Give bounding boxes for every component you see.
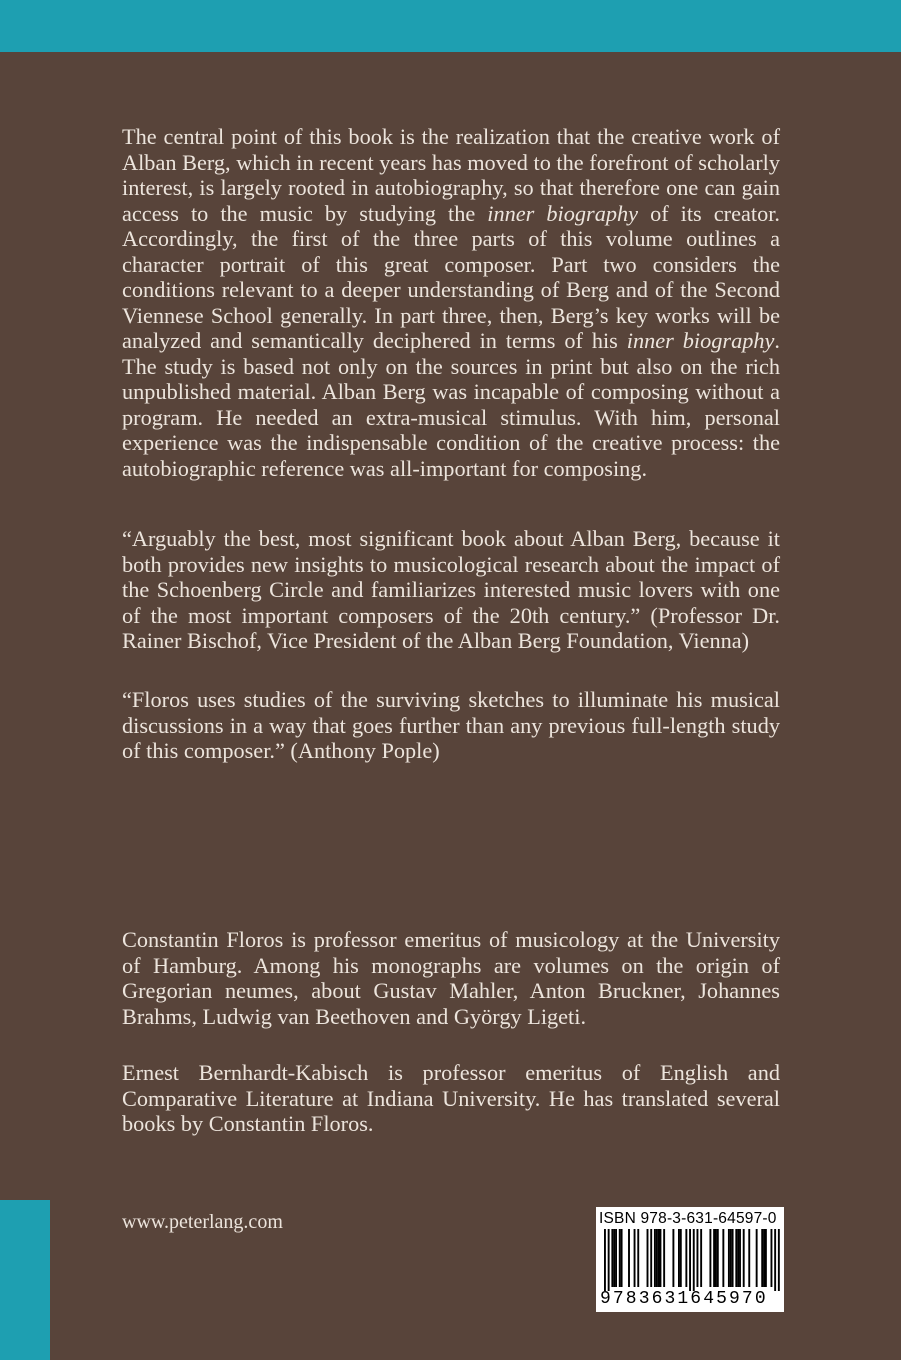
barcode-bar xyxy=(615,1229,617,1287)
barcode-bar xyxy=(748,1229,750,1287)
barcode-bar xyxy=(658,1229,660,1287)
review-quote-bischof: “Arguably the best, most significant book about Alban Berg, because it both provides new insights to musicological research about the impact of the Schoenberg Circle and familiarizes interested music lovers with one of the most important composers of the 20th century.” (Professor Dr. Rainer Bischof, Vice President of the Alban Berg Foundation, Vienna) xyxy=(122,526,780,653)
barcode-bar xyxy=(660,1229,662,1287)
translator-bio-bernhardt-kabisch: Ernest Bernhardt-Kabisch is professor emeritus of English and Comparative Literature at Indiana University. He has translated several books by Constantin Floros. xyxy=(122,1060,780,1136)
barcode-bar xyxy=(743,1229,745,1287)
description-italic-2: inner biography xyxy=(626,328,775,353)
barcode-bar xyxy=(611,1229,613,1287)
barcode-bar xyxy=(756,1229,758,1287)
barcode-bar xyxy=(647,1229,649,1287)
top-color-band xyxy=(0,0,901,52)
barcode-bar xyxy=(730,1229,732,1287)
barcode-bar xyxy=(628,1229,630,1287)
barcode-bar xyxy=(680,1229,682,1287)
barcode-bar xyxy=(722,1229,724,1287)
book-description xyxy=(122,124,780,481)
isbn-barcode xyxy=(596,1207,784,1312)
description-italic-1: inner biography xyxy=(487,200,639,226)
barcode-bar xyxy=(739,1229,741,1287)
barcode-bar xyxy=(715,1229,717,1287)
barcode-bar xyxy=(728,1229,730,1287)
barcode-bar xyxy=(619,1229,621,1287)
barcode-bar xyxy=(713,1229,715,1287)
barcode-bar xyxy=(700,1229,702,1287)
description-text-2: of its creator. Accordingly, the first of the three parts of this volume outlines a character portrait of this great composer. Part two considers the conditions relevant to a deeper understanding of Berg and of the Second Viennese School generally. In part three, then, Berg’s key works will be analyzed and semantically deciphered in terms of his xyxy=(122,200,780,353)
barcode-bar xyxy=(778,1229,780,1291)
barcode-bar xyxy=(774,1229,776,1291)
barcode-bar xyxy=(608,1229,610,1291)
barcode-bar xyxy=(709,1229,711,1287)
barcode-bar xyxy=(604,1229,606,1291)
description-text-3: . The study is based not only on the sources in print but also on the rich unpublished material. Alban Berg was incapable of composing without a program. He needed an extra-musical stimulus. With him, personal experience was the indispensable condition of the creative process: the autobiographic reference was all-important for composing. xyxy=(122,328,780,481)
barcode-bar xyxy=(735,1229,737,1287)
barcode-digits: 9783631645970 xyxy=(600,1289,768,1309)
barcode-bar xyxy=(621,1229,623,1287)
barcode-bar xyxy=(650,1229,652,1287)
barcode-bar xyxy=(637,1229,639,1287)
barcode-bar xyxy=(761,1229,763,1287)
barcode-bar xyxy=(717,1229,719,1287)
publisher-url[interactable]: www.peterlang.com xyxy=(122,1211,283,1233)
barcode-bar xyxy=(737,1229,739,1287)
barcode-bars xyxy=(596,1229,784,1291)
barcode-bar xyxy=(634,1229,636,1287)
barcode-bar xyxy=(771,1229,773,1287)
author-bio-floros: Constantin Floros is professor emeritus of musicology at the University of Hamburg. Among his monographs are volumes on the origin of Gregorian neumes, about Gustav Mahler, Anton Bruckner, Johannes Brahms, Ludwig van Beethoven and György Ligeti. xyxy=(122,927,780,1029)
side-color-band xyxy=(0,1200,50,1360)
description-text-1: The central point of this book is the realization that the creative work of Alban Berg, which in recent years has moved to the forefront of scholarly interest, is largely rooted in autobiography, so that therefore one can gain access to the music by studying the xyxy=(122,124,780,226)
barcode-bar xyxy=(763,1229,765,1287)
barcode-bar xyxy=(732,1229,734,1287)
barcode-bar xyxy=(678,1229,680,1287)
barcode-bar xyxy=(685,1229,687,1287)
review-quote-pople: “Floros uses studies of the surviving sketches to illuminate his musical discussions in a way that goes further than any previous full-length study of this composer.” (Anthony Pople) xyxy=(122,687,780,763)
barcode-bar xyxy=(693,1229,695,1291)
barcode-bar xyxy=(697,1229,699,1287)
barcode-bar xyxy=(654,1229,656,1287)
barcode-bar xyxy=(672,1229,674,1287)
barcode-bar xyxy=(689,1229,691,1291)
barcode-bar xyxy=(613,1229,615,1287)
barcode-bar xyxy=(656,1229,658,1287)
barcode-bar xyxy=(663,1229,665,1287)
barcode-bar xyxy=(765,1229,767,1287)
isbn-label: ISBN 978-3-631-64597-0 xyxy=(599,1210,777,1227)
